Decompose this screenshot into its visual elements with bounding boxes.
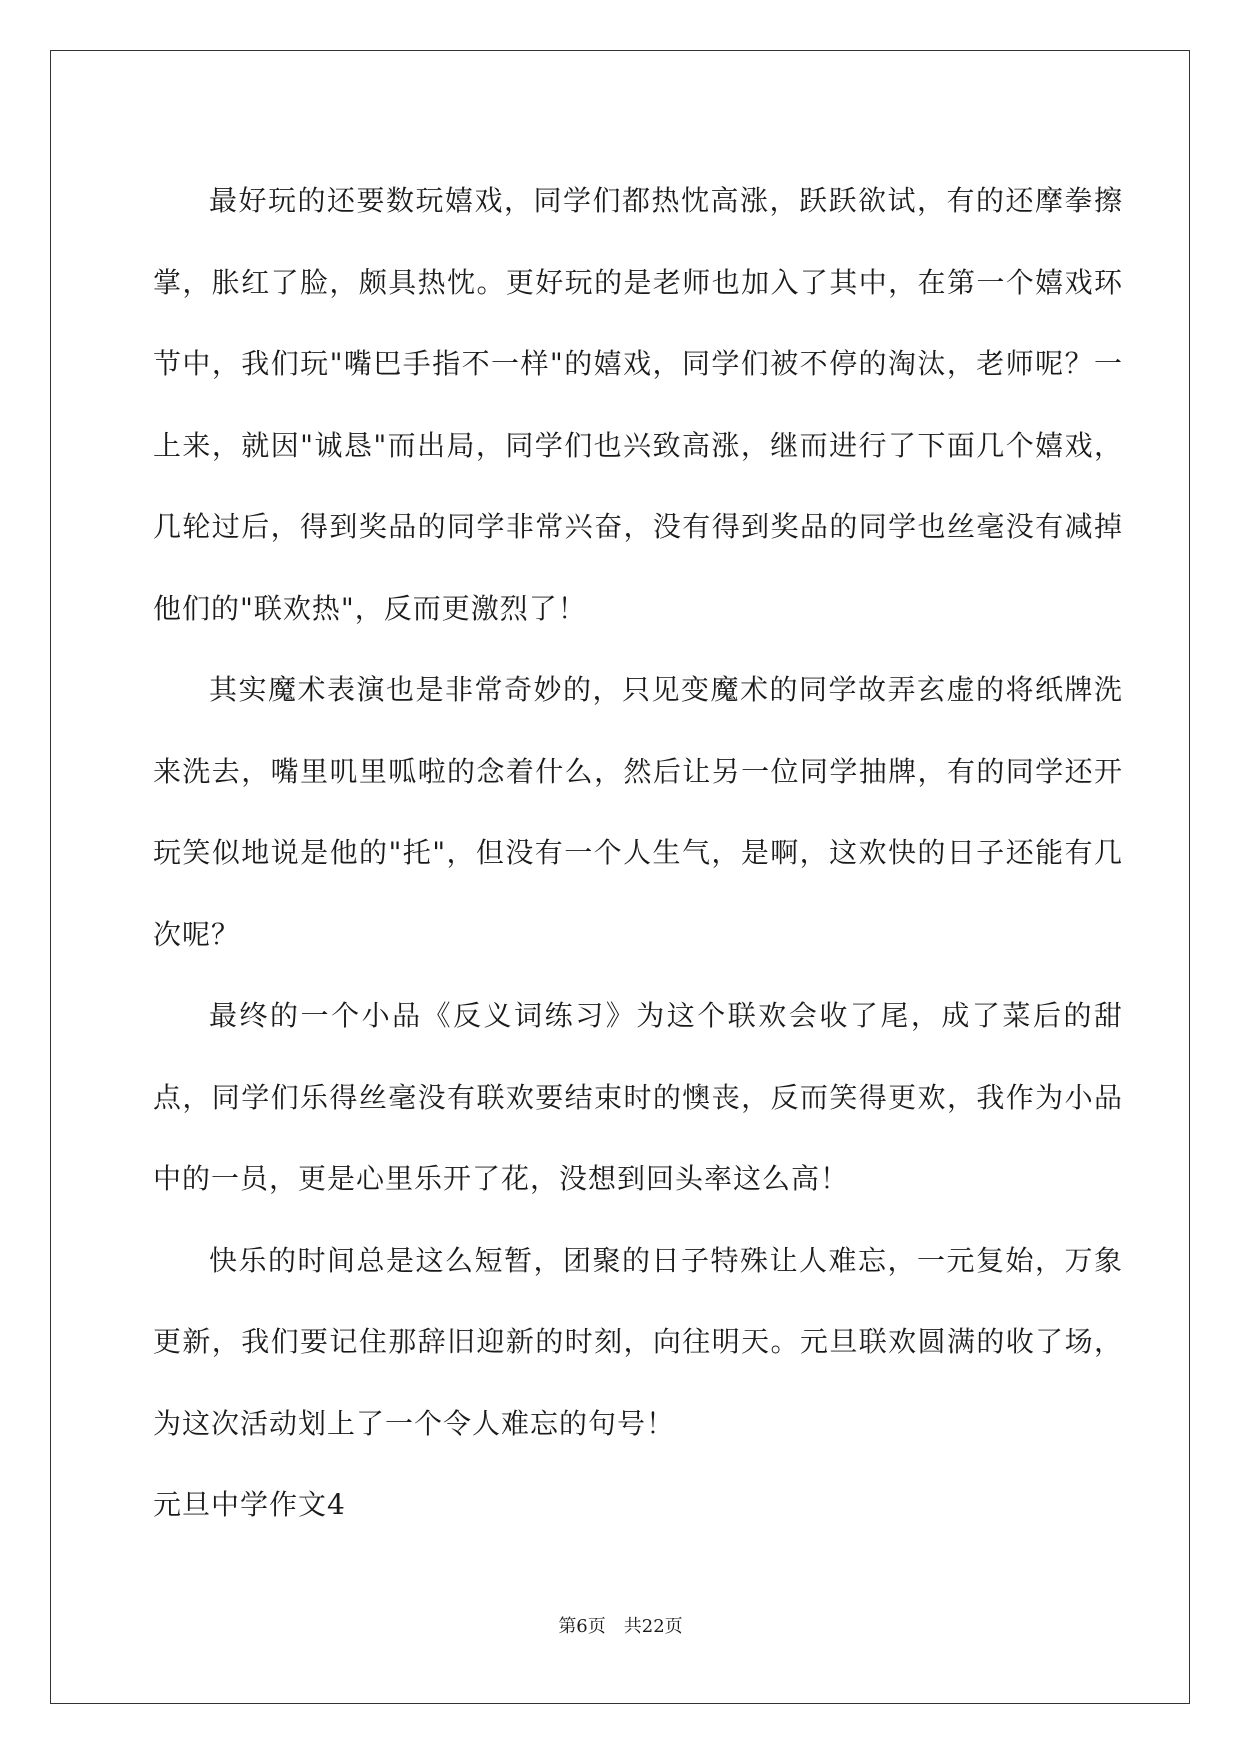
paragraph: 其实魔术表演也是非常奇妙的，只见变魔术的同学故弄玄虚的将纸牌洗来洗去，嘴里叽里呱啦的念着什么，然后让另一位同学抽牌，有的同学还开玩笑似地说是他的"托"，但没有一个人生气，是啊，这欢快的日子还能有几次呢？ xyxy=(153,673,1123,951)
page-number: 第6页 xyxy=(558,1616,606,1637)
page-footer xyxy=(0,1612,1241,1638)
document-body xyxy=(153,160,1123,1546)
paragraph: 快乐的时间总是这么短暂，团聚的日子特殊让人难忘，一元复始，万象更新，我们要记住那辞旧迎新的时刻，向往明天。元旦联欢圆满的收了场，为这次活动划上了一个令人难忘的句号！ xyxy=(153,1243,1123,1440)
paragraph: 最终的一个小品《反义词练习》为这个联欢会收了尾，成了菜后的甜点，同学们乐得丝毫没有联欢要结束时的懊丧，反而笑得更欢，我作为小品中的一员，更是心里乐开了花，没想到回头率这么高！ xyxy=(153,999,1123,1195)
page-total: 共22页 xyxy=(623,1616,683,1637)
section-heading: 元旦中学作文4 xyxy=(153,1488,346,1521)
paragraph: 最好玩的还要数玩嬉戏，同学们都热忱高涨，跃跃欲试，有的还摩拳擦掌，胀红了脸，颇具热忱。更好玩的是老师也加入了其中，在第一个嬉戏环节中，我们玩"嘴巴手指不一样"的嬉戏，同学们被不停的淘汰，老师呢？一上来，就因"诚恳"而出局，同学们也兴致高涨，继而进行了下面几个嬉戏，几轮过后，得到奖品的同学非常兴奋，没有得到奖品的同学也丝毫没有减掉他们的"联欢热"，反而更激烈了！ xyxy=(153,184,1123,625)
